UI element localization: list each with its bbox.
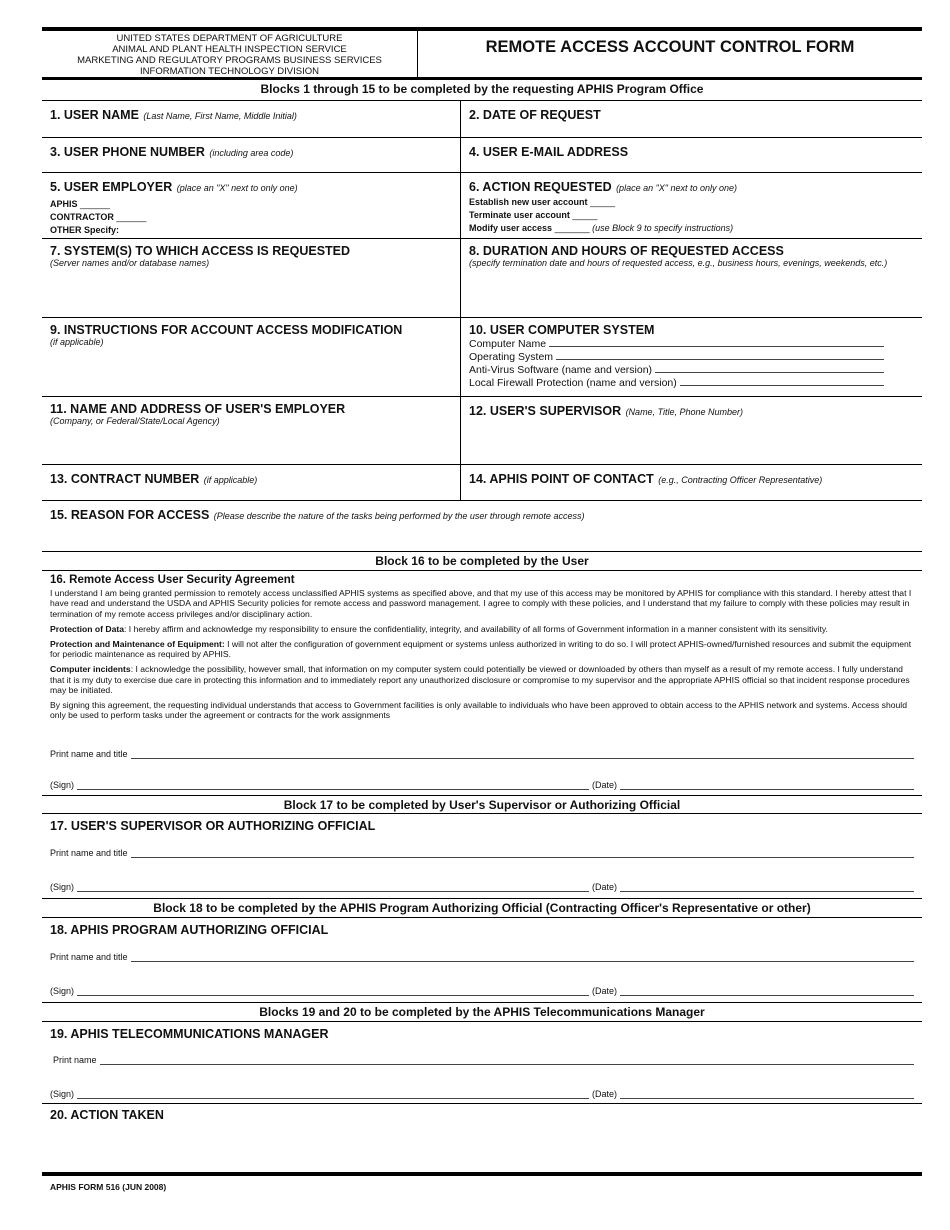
form-number: APHIS FORM 516 (JUN 2008) [50, 1182, 167, 1192]
firewall-field[interactable]: Local Firewall Protection (name and version) [469, 377, 914, 389]
row-13-14 [42, 465, 922, 501]
program-official-sign-date-line[interactable]: (Sign) (Date) [50, 986, 914, 996]
block-16-agreement [42, 571, 922, 731]
block-3-note: (including area code) [209, 148, 294, 158]
block-15-reason[interactable] [42, 501, 922, 551]
telecom-print-name-line[interactable]: Print name [50, 1055, 914, 1065]
block-15-title: 15. REASON FOR ACCESS [50, 508, 210, 522]
section-bar-18: Block 18 to be completed by the APHIS Program Authorizing Official (Contracting Officer's Representative or other) [42, 898, 922, 918]
agreement-para-4: Computer incidents: I acknowledge the possibility, however small, that information on my computer system could potentially be viewed or downloaded by others than myself as a result of my remote access. I fully understand that it is my duty to exercise due care in protecting this information and to immediately report any unauthorized disclosure or compromise to my supervisor and the appropriate APHIS official so that incident response procedures may be initiated. [50, 664, 910, 695]
section-bar-16: Block 16 to be completed by the User [42, 551, 922, 571]
block-17-title: 17. USER'S SUPERVISOR OR AUTHORIZING OFFICIAL [50, 819, 376, 833]
block-6-title: 6. ACTION REQUESTED [469, 180, 612, 194]
block-5-title: 5. USER EMPLOYER [50, 180, 173, 194]
agreement-para-1: I understand I am being granted permission to remotely access unclassified APHIS systems as specified above, and that my use of this access may be monitored by APHIS for compliance with this standard. I hereby attest that I have read and understand the USDA and APHIS Security policies for remote access and password management. I agree to comply with these policies, and I understand that my failure to comply with these policies may result in termination of my remote access privileges and/or disciplinary action. [50, 588, 912, 619]
block-12-title: 12. USER'S SUPERVISOR [469, 404, 622, 418]
agency-block [42, 31, 418, 77]
block-4-email[interactable] [461, 138, 922, 172]
section-bar-17: Block 17 to be completed by User's Supervisor or Authorizing Official [42, 795, 922, 814]
agreement-para-2: Protection of Data: I hereby affirm and acknowledge my responsibility to ensure the confidentiality, integrity, and availability of all forms of Government information in a manner consistent with its sensitivity. [50, 623, 828, 634]
block-12-supervisor[interactable] [461, 397, 922, 464]
agency-line: ANIMAL AND PLANT HEALTH INSPECTION SERVICE [112, 44, 347, 55]
block-19-title: 19. APHIS TELECOMMUNICATIONS MANAGER [50, 1027, 329, 1041]
footer-rule [42, 1172, 922, 1176]
block-15-note: (Please describe the nature of the tasks being performed by the user through remote access) [213, 511, 585, 521]
row-7-8 [42, 239, 922, 318]
section-bar-19-20: Blocks 19 and 20 to be completed by the APHIS Telecommunications Manager [42, 1002, 922, 1022]
agency-line: INFORMATION TECHNOLOGY DIVISION [140, 66, 319, 77]
agreement-para-3: Protection and Maintenance of Equipment: I will not alter the configuration of government equipment or systems unless authorized in writing to do so. I will protect APHIS-owned/furnished resources and submit the equipment for periodic maintenance as required by APHIS. [50, 639, 912, 660]
block-6-note: (place an "X" next to only one) [616, 183, 738, 193]
row-11-12 [42, 397, 922, 465]
block-7-title: 7. SYSTEM(S) TO WHICH ACCESS IS REQUESTED [50, 244, 351, 258]
block-13-contract-number[interactable] [42, 465, 461, 500]
supervisor-print-name-line[interactable]: Print name and title [50, 848, 914, 858]
block-9-note: (if applicable) [50, 337, 104, 347]
block-3-phone[interactable] [42, 138, 461, 172]
block-20-title: 20. ACTION TAKEN [50, 1108, 164, 1122]
block-14-point-of-contact[interactable] [461, 465, 922, 500]
user-print-name-line[interactable]: Print name and title [50, 749, 914, 759]
block-7-systems[interactable] [42, 239, 461, 317]
block-7-note: (Server names and/or database names) [50, 258, 210, 268]
block-9-title: 9. INSTRUCTIONS FOR ACCOUNT ACCESS MODIFICATION [50, 323, 403, 337]
action-option-modify[interactable]: Modify user access _______ (use Block 9 to specify instructions) [469, 223, 734, 233]
employer-option-other[interactable]: OTHER Specify: [50, 225, 120, 235]
block-6-action-requested [461, 173, 922, 238]
block-1-note: (Last Name, First Name, Middle Initial) [143, 111, 297, 121]
agreement-para-5: By signing this agreement, the requesting individual understands that access to Government facilities is only available to individuals who have been approved to obtain access to the APHIS network and systems. Access should only be used to perform tasks under the agreement or contracts for the work assignments [50, 700, 907, 721]
block-12-note: (Name, Title, Phone Number) [625, 407, 744, 417]
employer-option-aphis[interactable]: APHIS ______ [50, 199, 111, 209]
block-14-title: 14. APHIS POINT OF CONTACT [469, 472, 654, 486]
block-4-title: 4. USER E-MAIL ADDRESS [469, 145, 629, 159]
block-2-title: 2. DATE OF REQUEST [469, 108, 601, 122]
block-5-employer [42, 173, 461, 238]
block-11-note: (Company, or Federal/State/Local Agency) [50, 416, 220, 426]
block-13-title: 13. CONTRACT NUMBER [50, 472, 200, 486]
block-8-title: 8. DURATION AND HOURS OF REQUESTED ACCESS [469, 244, 784, 258]
row-3-4 [42, 138, 922, 173]
user-sign-date-line[interactable]: (Sign) (Date) [50, 780, 914, 790]
form-page [42, 27, 922, 1122]
agency-line: UNITED STATES DEPARTMENT OF AGRICULTURE [116, 33, 343, 44]
block-2-date-of-request[interactable] [461, 101, 922, 137]
block-1-title: 1. USER NAME [50, 108, 139, 122]
block-9-instructions[interactable] [42, 318, 461, 396]
agency-line: MARKETING AND REGULATORY PROGRAMS BUSINESS SERVICES [77, 55, 382, 66]
form-header [42, 27, 922, 80]
action-option-establish[interactable]: Establish new user account _____ [469, 197, 616, 207]
computer-name-field[interactable]: Computer Name [469, 338, 914, 350]
block-13-note: (if applicable) [203, 475, 258, 485]
block-8-duration[interactable] [461, 239, 922, 317]
agreement-title: 16. Remote Access User Security Agreement [50, 574, 295, 586]
antivirus-field[interactable]: Anti-Virus Software (name and version) [469, 364, 914, 376]
row-1-2 [42, 101, 922, 138]
telecom-sign-date-line[interactable]: (Sign) (Date) [50, 1089, 914, 1099]
section-bar-1-15: Blocks 1 through 15 to be completed by the requesting APHIS Program Office [42, 80, 922, 101]
block-10-title: 10. USER COMPUTER SYSTEM [469, 323, 655, 337]
block-10-computer-system [461, 318, 922, 396]
operating-system-field[interactable]: Operating System [469, 351, 914, 363]
row-5-6 [42, 173, 922, 239]
block-11-title: 11. NAME AND ADDRESS OF USER'S EMPLOYER [50, 402, 346, 416]
block-11-employer-address[interactable] [42, 397, 461, 464]
action-option-terminate[interactable]: Terminate user account _____ [469, 210, 598, 220]
block-8-note: (specify termination date and hours of requested access, e.g., business hours, evenings, weekends, etc.) [469, 258, 888, 268]
row-9-10 [42, 318, 922, 397]
block-18-title: 18. APHIS PROGRAM AUTHORIZING OFFICIAL [50, 923, 329, 937]
block-3-title: 3. USER PHONE NUMBER [50, 145, 205, 159]
block-14-note: (e.g., Contracting Officer Representative) [658, 475, 823, 485]
block-5-note: (place an "X" next to only one) [176, 183, 298, 193]
form-title: REMOTE ACCESS ACCOUNT CONTROL FORM [485, 38, 855, 56]
program-official-print-name-line[interactable]: Print name and title [50, 952, 914, 962]
supervisor-sign-date-line[interactable]: (Sign) (Date) [50, 882, 914, 892]
employer-option-contractor[interactable]: CONTRACTOR ______ [50, 212, 147, 222]
block-1-user-name[interactable] [42, 101, 461, 137]
